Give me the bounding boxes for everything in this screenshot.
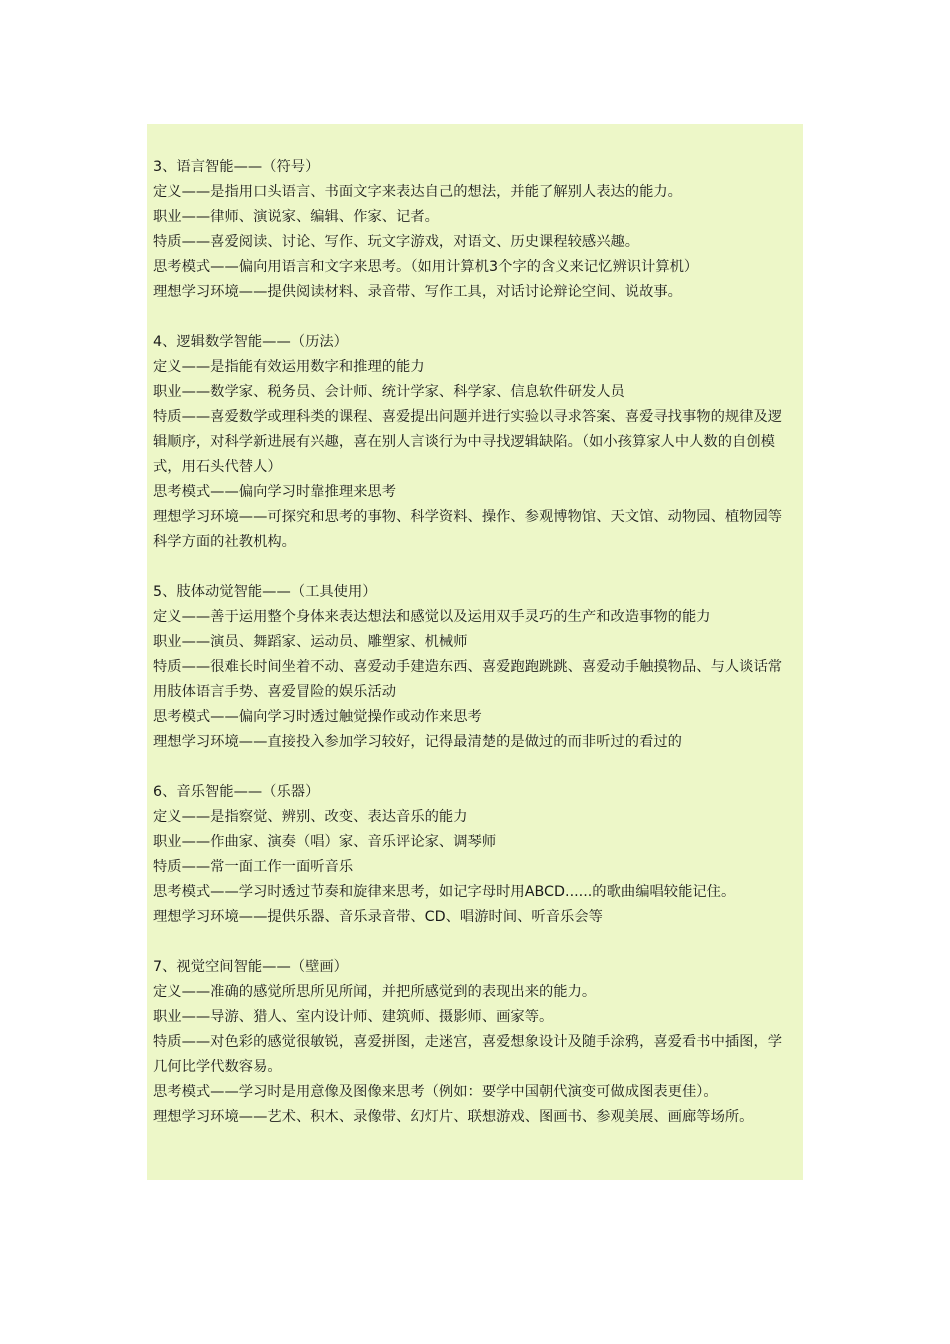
definition-line: 定义——是指察觉、辨别、改变、表达音乐的能力 bbox=[153, 809, 468, 825]
section-bodily-kinesthetic-intelligence bbox=[153, 580, 795, 755]
definition-line: 定义——准确的感觉所思所见所闻，并把所感觉到的表现出来的能力。 bbox=[153, 984, 597, 1000]
careers-line: 职业——数学家、税务员、会计师、统计学家、科学家、信息软件研发人员 bbox=[153, 384, 625, 400]
section-musical-intelligence bbox=[153, 780, 795, 930]
section-heading: 4、逻辑数学智能——（历法） bbox=[153, 334, 348, 350]
section-heading: 7、视觉空间智能——（壁画） bbox=[153, 959, 348, 975]
traits-line: 特质——对色彩的感觉很敏锐，喜爱拼图，走迷宫，喜爱想象设计及随手涂鸦，喜爱看书中插图，学几何比学代数容易。 bbox=[153, 1034, 783, 1075]
thinking-mode-line: 思考模式——偏向学习时靠推理来思考 bbox=[153, 484, 397, 500]
ideal-environment-line: 理想学习环境——可探究和思考的事物、科学资料、操作、参观博物馆、天文馆、动物园、植物园等科学方面的社教机构。 bbox=[153, 509, 783, 550]
section-language-intelligence bbox=[153, 155, 795, 305]
section-heading: 6、音乐智能——（乐器） bbox=[153, 784, 320, 800]
traits-line: 特质——喜爱阅读、讨论、写作、玩文字游戏，对语文、历史课程较感兴趣。 bbox=[153, 234, 640, 250]
careers-line: 职业——演员、舞蹈家、运动员、雕塑家、机械师 bbox=[153, 634, 468, 650]
ideal-environment-line: 理想学习环境——艺术、积木、录像带、幻灯片、联想游戏、图画书、参观美展、画廊等场所。 bbox=[153, 1109, 754, 1125]
ideal-environment-line: 理想学习环境——直接投入参加学习较好，记得最清楚的是做过的而非听过的看过的 bbox=[153, 734, 682, 750]
definition-line: 定义——是指能有效运用数字和推理的能力 bbox=[153, 359, 425, 375]
traits-line: 特质——很难长时间坐着不动、喜爱动手建造东西、喜爱跑跑跳跳、喜爱动手触摸物品、与人谈话常用肢体语言手势、喜爱冒险的娱乐活动 bbox=[153, 659, 783, 700]
careers-line: 职业——导游、猎人、室内设计师、建筑师、摄影师、画家等。 bbox=[153, 1009, 554, 1025]
traits-line: 特质——常一面工作一面听音乐 bbox=[153, 859, 354, 875]
thinking-mode-line: 思考模式——学习时透过节奏和旋律来思考，如记字母时用ABCD......的歌曲编唱较能记住。 bbox=[153, 884, 736, 900]
section-visual-spatial-intelligence bbox=[153, 955, 795, 1130]
section-heading: 3、语言智能——（符号） bbox=[153, 159, 320, 175]
careers-line: 职业——作曲家、演奏（唱）家、音乐评论家、调琴师 bbox=[153, 834, 497, 850]
traits-line: 特质——喜爱数学或理科类的课程、喜爱提出问题并进行实验以寻求答案、喜爱寻找事物的规律及逻辑顺序，对科学新进展有兴趣，喜在别人言谈行为中寻找逻辑缺陷。（如小孩算家人中人数的自创模式，用石头代替人） bbox=[153, 409, 783, 475]
definition-line: 定义——是指用口头语言、书面文字来表达自己的想法，并能了解别人表达的能力。 bbox=[153, 184, 682, 200]
content-box bbox=[147, 124, 803, 1180]
thinking-mode-line: 思考模式——学习时是用意像及图像来思考（例如：要学中国朝代演变可做成图表更佳）。 bbox=[153, 1084, 718, 1100]
section-heading: 5、肢体动觉智能——（工具使用） bbox=[153, 584, 377, 600]
careers-line: 职业——律师、演说家、编辑、作家、记者。 bbox=[153, 209, 439, 225]
definition-line: 定义——善于运用整个身体来表达想法和感觉以及运用双手灵巧的生产和改造事物的能力 bbox=[153, 609, 711, 625]
thinking-mode-line: 思考模式——偏向用语言和文字来思考。（如用计算机3个字的含义来记忆辨识计算机） bbox=[153, 259, 699, 275]
ideal-environment-line: 理想学习环境——提供乐器、音乐录音带、CD、唱游时间、听音乐会等 bbox=[153, 909, 603, 925]
section-logical-math-intelligence bbox=[153, 330, 795, 555]
ideal-environment-line: 理想学习环境——提供阅读材料、录音带、写作工具，对话讨论辩论空间、说故事。 bbox=[153, 284, 682, 300]
thinking-mode-line: 思考模式——偏向学习时透过触觉操作或动作来思考 bbox=[153, 709, 482, 725]
